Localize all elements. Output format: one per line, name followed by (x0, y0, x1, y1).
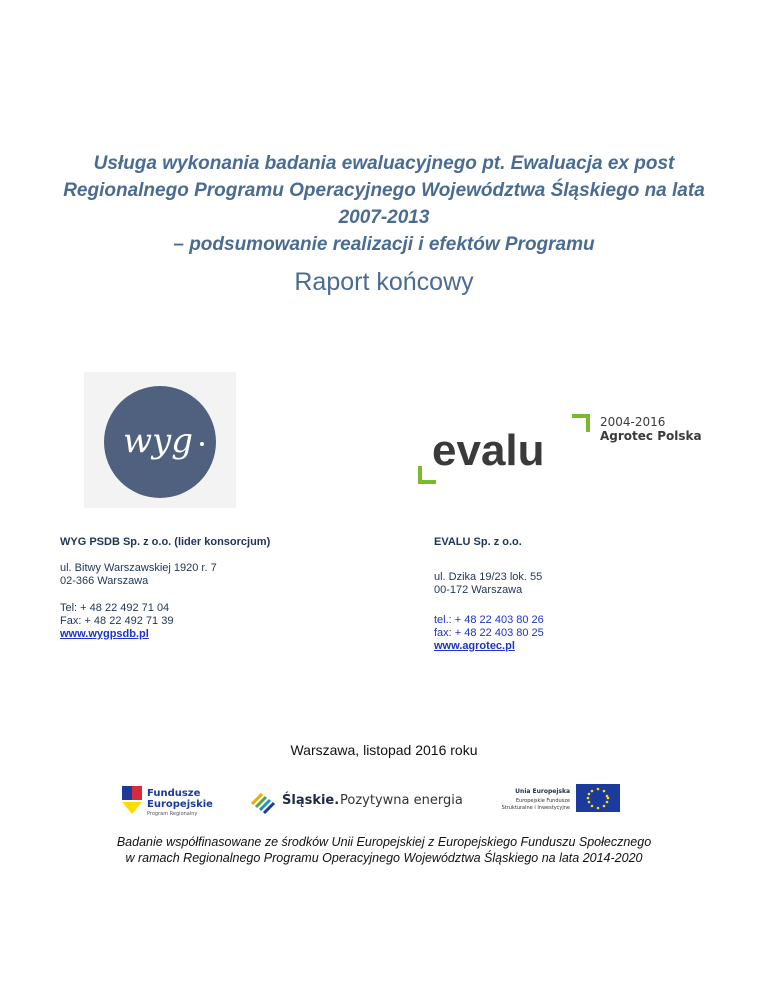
funding-note-line-1: Badanie współfinasowane ze środków Unii Europejskiej z Europejskiego Funduszu Społecznego (116, 835, 652, 849)
report-subtitle: Raport końcowy (294, 268, 474, 296)
evalu-company: Agrotec Polska (600, 429, 702, 443)
evalu-website-link[interactable]: www.agrotec.pl (434, 640, 515, 652)
place-and-date: Warszawa, listopad 2016 roku (290, 742, 478, 758)
evalu-address (434, 571, 542, 597)
document-title (60, 150, 708, 258)
funding-note-line-2: w ramach Regionalnego Programu Operacyjnego Województwa Śląskiego na lata 2014-2020 (125, 851, 643, 865)
evalu-fax: fax: + 48 22 403 80 25 (434, 627, 544, 639)
wyg-company-name: WYG PSDB Sp. z o.o. (lider konsorcjum) (60, 536, 271, 548)
slaskie-logo (252, 792, 463, 813)
ue-line-3: Strukturalne i Inwestycyjne (501, 805, 570, 811)
title-line-1: Usługa wykonania badania ewaluacyjnego pt. Ewaluacja ex post (93, 153, 675, 174)
wyg-address-line-1: ul. Bitwy Warszawskiej 1920 r. 7 (60, 562, 217, 574)
evalu-tel: tel.: + 48 22 403 80 26 (434, 614, 544, 626)
fe-line-2: Europejskie (147, 799, 213, 810)
ue-line-2: Europejskie Fundusze (515, 798, 570, 804)
title-line-3: 2007-2013 (338, 207, 430, 228)
funding-logos (0, 780, 768, 820)
wyg-website-link[interactable]: www.wygpsdb.pl (60, 628, 149, 640)
fe-line-1: Fundusze (147, 788, 201, 799)
wyg-logo-text: wyg (122, 421, 194, 461)
wyg-address (60, 562, 217, 588)
evalu-wordmark: evalu (432, 426, 545, 475)
unia-europejska-logo (502, 784, 620, 812)
wyg-contact-head (60, 536, 270, 549)
wyg-fax: Fax: + 48 22 492 71 39 (60, 615, 174, 627)
title-line-4: – podsumowanie realizacji i efektów Programu (173, 234, 595, 255)
slaskie-tagline: Pozytywna energia (340, 793, 463, 808)
evalu-logo (412, 410, 702, 490)
evalu-company-name: EVALU Sp. z o.o. (434, 536, 522, 548)
wyg-address-line-2: 02-366 Warszawa (60, 575, 149, 587)
title-line-2: Regionalnego Programu Operacyjnego Województwa Śląskiego na lata (63, 180, 705, 201)
funding-note (60, 834, 708, 866)
fundusze-europejskie-logo (122, 786, 213, 817)
wyg-phones (60, 602, 173, 641)
slaskie-name: Śląskie. (282, 793, 340, 808)
fe-line-3: Program Regionalny (147, 811, 198, 817)
ue-line-1: Unia Europejska (515, 788, 570, 795)
evalu-contact-head (434, 536, 522, 549)
evalu-phones (434, 614, 544, 653)
wyg-tel: Tel: + 48 22 492 71 04 (60, 602, 170, 614)
wyg-logo (84, 372, 236, 508)
evalu-years: 2004-2016 (600, 415, 666, 429)
evalu-address-line-2: 00-172 Warszawa (434, 584, 523, 596)
evalu-address-line-1: ul. Dzika 19/23 lok. 55 (434, 571, 543, 583)
